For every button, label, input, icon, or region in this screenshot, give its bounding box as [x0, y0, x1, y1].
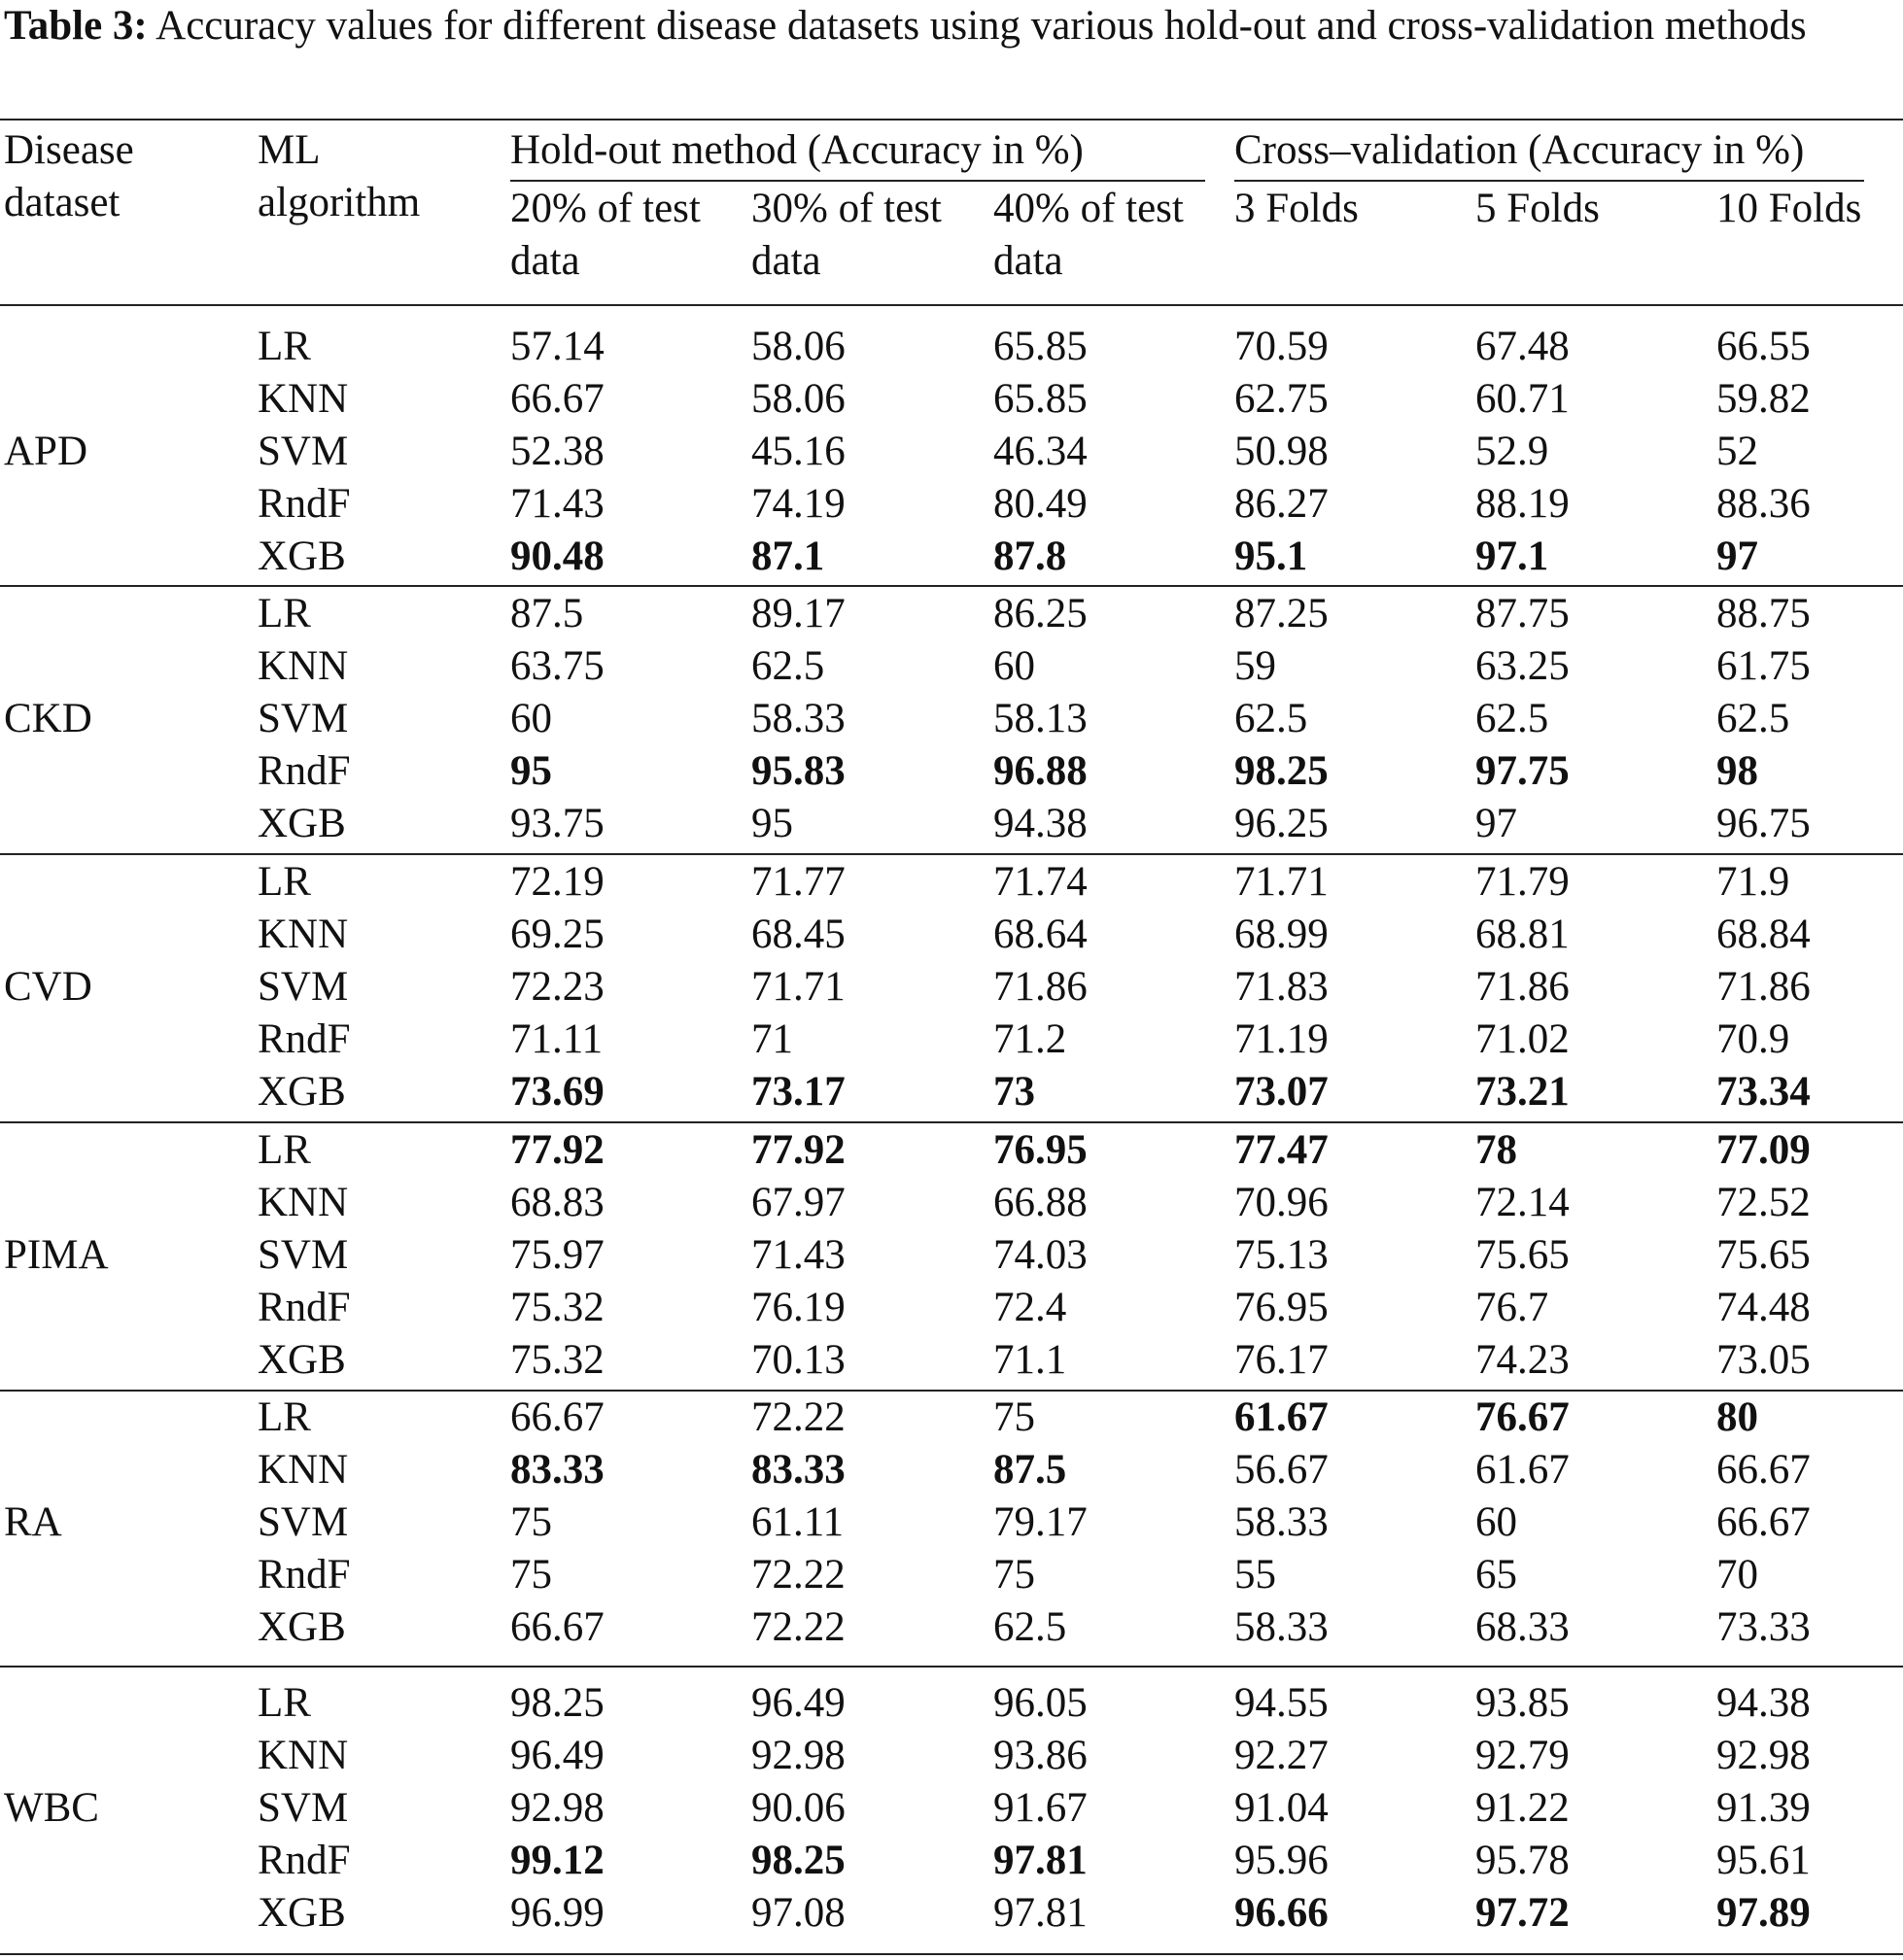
accuracy-value: 83.33 [510, 1447, 605, 1493]
accuracy-value: 87.75 [1475, 591, 1570, 636]
accuracy-value: 73.34 [1716, 1069, 1811, 1115]
accuracy-value: 50.98 [1234, 429, 1329, 474]
accuracy-value: 87.1 [751, 533, 825, 579]
accuracy-value: 75 [993, 1394, 1035, 1440]
accuracy-value: 66.67 [1716, 1447, 1811, 1493]
header-column: 5 Folds [1475, 186, 1600, 231]
accuracy-value: 70.9 [1716, 1016, 1790, 1062]
accuracy-value: 63.25 [1475, 643, 1570, 689]
accuracy-value: 99.12 [510, 1838, 605, 1883]
accuracy-value: 68.33 [1475, 1604, 1570, 1650]
algorithm-name: KNN [258, 911, 349, 957]
accuracy-value: 46.34 [993, 429, 1088, 474]
header-bottom-rule [0, 304, 1903, 306]
header-column: 3 Folds [1234, 186, 1359, 231]
accuracy-value: 74.03 [993, 1232, 1088, 1278]
accuracy-value: 71.86 [1716, 964, 1811, 1010]
algorithm-name: LR [258, 1127, 311, 1173]
accuracy-value: 66.67 [510, 1604, 605, 1650]
accuracy-value: 95.1 [1234, 533, 1308, 579]
header-column: 10 Folds [1716, 186, 1862, 231]
accuracy-value: 73.21 [1475, 1069, 1570, 1115]
accuracy-value: 60.71 [1475, 376, 1570, 422]
accuracy-value: 66.88 [993, 1180, 1088, 1225]
accuracy-value: 88.75 [1716, 591, 1811, 636]
accuracy-value: 69.25 [510, 911, 605, 957]
accuracy-value: 58.06 [751, 376, 846, 422]
accuracy-value: 94.38 [993, 801, 1088, 846]
accuracy-value: 76.95 [993, 1127, 1088, 1173]
algorithm-name: RndF [258, 1285, 351, 1330]
accuracy-value: 91.67 [993, 1785, 1088, 1831]
accuracy-value: 98.25 [1234, 748, 1329, 794]
accuracy-value: 62.5 [1234, 696, 1308, 741]
accuracy-value: 61.75 [1716, 643, 1811, 689]
accuracy-value: 67.48 [1475, 324, 1570, 369]
algorithm-name: RndF [258, 1838, 351, 1883]
accuracy-value: 88.36 [1716, 481, 1811, 527]
accuracy-value: 68.81 [1475, 911, 1570, 957]
accuracy-value: 71.2 [993, 1016, 1067, 1062]
accuracy-value: 52 [1716, 429, 1758, 474]
group-separator-rule [0, 585, 1903, 587]
accuracy-value: 71.11 [510, 1016, 604, 1062]
accuracy-value: 66.55 [1716, 324, 1811, 369]
accuracy-value: 62.5 [1475, 696, 1549, 741]
accuracy-value: 62.5 [993, 1604, 1067, 1650]
header-column: data [993, 238, 1063, 284]
accuracy-value: 91.22 [1475, 1785, 1570, 1831]
accuracy-value: 55 [1234, 1552, 1276, 1598]
accuracy-value: 66.67 [510, 1394, 605, 1440]
accuracy-value: 77.47 [1234, 1127, 1329, 1173]
accuracy-value: 68.64 [993, 911, 1088, 957]
accuracy-value: 93.86 [993, 1733, 1088, 1778]
algorithm-name: XGB [258, 1604, 346, 1650]
algorithm-name: SVM [258, 429, 349, 474]
accuracy-value: 92.98 [751, 1733, 846, 1778]
algorithm-name: SVM [258, 1499, 349, 1545]
caption-text: Accuracy values for different disease datasets using various hold-out and cross-validation methods [156, 3, 1807, 49]
accuracy-value: 94.55 [1234, 1680, 1329, 1726]
accuracy-value: 97.89 [1716, 1890, 1811, 1936]
accuracy-value: 71.83 [1234, 964, 1329, 1010]
accuracy-value: 71.43 [751, 1232, 846, 1278]
accuracy-value: 71.71 [1234, 859, 1329, 905]
algorithm-name: XGB [258, 533, 346, 579]
accuracy-value: 91.39 [1716, 1785, 1811, 1831]
accuracy-value: 73.07 [1234, 1069, 1329, 1115]
accuracy-value: 61.11 [751, 1499, 845, 1545]
accuracy-value: 58.33 [1234, 1499, 1329, 1545]
accuracy-value: 97.81 [993, 1838, 1088, 1883]
algorithm-name: KNN [258, 1447, 349, 1493]
accuracy-value: 59 [1234, 643, 1276, 689]
accuracy-value: 59.82 [1716, 376, 1811, 422]
accuracy-value: 60 [510, 696, 552, 741]
accuracy-value: 68.45 [751, 911, 846, 957]
accuracy-value: 58.33 [1234, 1604, 1329, 1650]
accuracy-value: 98 [1716, 748, 1758, 794]
accuracy-value: 77.92 [510, 1127, 605, 1173]
accuracy-value: 75 [993, 1552, 1035, 1598]
accuracy-value: 71.71 [751, 964, 846, 1010]
accuracy-value: 72.14 [1475, 1180, 1570, 1225]
accuracy-value: 96.05 [993, 1680, 1088, 1726]
accuracy-value: 71 [751, 1016, 793, 1062]
accuracy-value: 76.19 [751, 1285, 846, 1330]
group-separator-rule [0, 1121, 1903, 1123]
algorithm-name: KNN [258, 1733, 349, 1778]
algorithm-name: XGB [258, 1069, 346, 1115]
algorithm-name: SVM [258, 1785, 349, 1831]
accuracy-value: 88.19 [1475, 481, 1570, 527]
accuracy-value: 96.49 [751, 1680, 846, 1726]
accuracy-value: 93.75 [510, 801, 605, 846]
accuracy-value: 73 [993, 1069, 1035, 1115]
accuracy-value: 57.14 [510, 324, 605, 369]
accuracy-value: 80.49 [993, 481, 1088, 527]
accuracy-value: 75.65 [1475, 1232, 1570, 1278]
accuracy-value: 87.25 [1234, 591, 1329, 636]
holdout-group-underline [510, 180, 1205, 182]
accuracy-value: 96.25 [1234, 801, 1329, 846]
accuracy-value: 96.75 [1716, 801, 1811, 846]
header-column: data [751, 238, 821, 284]
accuracy-value: 76.67 [1475, 1394, 1570, 1440]
accuracy-value: 77.09 [1716, 1127, 1811, 1173]
header-ml-algorithm: ML [258, 127, 321, 173]
accuracy-value: 90.06 [751, 1785, 846, 1831]
dataset-name: RA [4, 1499, 62, 1545]
accuracy-value: 68.83 [510, 1180, 605, 1225]
accuracy-value: 92.27 [1234, 1733, 1329, 1778]
accuracy-value: 70 [1716, 1552, 1758, 1598]
group-separator-rule [0, 1666, 1903, 1668]
accuracy-value: 68.84 [1716, 911, 1811, 957]
algorithm-name: LR [258, 1394, 311, 1440]
accuracy-value: 71.86 [993, 964, 1088, 1010]
algorithm-name: XGB [258, 1890, 346, 1936]
accuracy-value: 96.88 [993, 748, 1088, 794]
accuracy-value: 97.08 [751, 1890, 846, 1936]
accuracy-value: 74.48 [1716, 1285, 1811, 1330]
algorithm-name: RndF [258, 481, 351, 527]
dataset-name: WBC [4, 1785, 99, 1831]
accuracy-value: 68.99 [1234, 911, 1329, 957]
accuracy-value: 80 [1716, 1394, 1758, 1440]
accuracy-value: 76.7 [1475, 1285, 1549, 1330]
algorithm-name: KNN [258, 643, 349, 689]
accuracy-value: 96.66 [1234, 1890, 1329, 1936]
accuracy-value: 91.04 [1234, 1785, 1329, 1831]
table-top-rule [0, 119, 1903, 120]
accuracy-value: 72.19 [510, 859, 605, 905]
accuracy-value: 89.17 [751, 591, 846, 636]
accuracy-value: 73.69 [510, 1069, 605, 1115]
algorithm-name: XGB [258, 1337, 346, 1383]
accuracy-value: 96.99 [510, 1890, 605, 1936]
algorithm-name: KNN [258, 376, 349, 422]
accuracy-value: 52.38 [510, 429, 605, 474]
accuracy-value: 87.5 [993, 1447, 1067, 1493]
accuracy-value: 95 [510, 748, 552, 794]
accuracy-value: 73.33 [1716, 1604, 1811, 1650]
algorithm-name: XGB [258, 801, 346, 846]
accuracy-value: 73.05 [1716, 1337, 1811, 1383]
table-label: Table 3: [4, 3, 148, 49]
accuracy-value: 95 [751, 801, 793, 846]
accuracy-value: 87.8 [993, 533, 1067, 579]
accuracy-value: 66.67 [1716, 1499, 1811, 1545]
accuracy-value: 87.5 [510, 591, 584, 636]
accuracy-value: 97 [1716, 533, 1758, 579]
accuracy-value: 70.13 [751, 1337, 846, 1383]
accuracy-value: 92.98 [510, 1785, 605, 1831]
header-column: 20% of test [510, 186, 701, 231]
accuracy-value: 58.33 [751, 696, 846, 741]
accuracy-value: 86.27 [1234, 481, 1329, 527]
accuracy-value: 71.9 [1716, 859, 1790, 905]
accuracy-value: 62.75 [1234, 376, 1329, 422]
header-cv-group: Cross–validation (Accuracy in %) [1234, 127, 1805, 173]
accuracy-value: 97.81 [993, 1890, 1088, 1936]
algorithm-name: LR [258, 859, 311, 905]
header-disease-dataset: dataset [4, 180, 121, 225]
accuracy-value: 97.1 [1475, 533, 1549, 579]
algorithm-name: RndF [258, 1016, 351, 1062]
accuracy-value: 63.75 [510, 643, 605, 689]
accuracy-value: 71.19 [1234, 1016, 1329, 1062]
accuracy-value: 70.96 [1234, 1180, 1329, 1225]
accuracy-value: 75.65 [1716, 1232, 1811, 1278]
algorithm-name: LR [258, 591, 311, 636]
accuracy-value: 97.75 [1475, 748, 1570, 794]
algorithm-name: KNN [258, 1180, 349, 1225]
accuracy-value: 78 [1475, 1127, 1517, 1173]
accuracy-value: 75 [510, 1499, 552, 1545]
accuracy-value: 56.67 [1234, 1447, 1329, 1493]
header-ml-algorithm: algorithm [258, 180, 421, 225]
accuracy-value: 71.86 [1475, 964, 1570, 1010]
algorithm-name: SVM [258, 1232, 349, 1278]
accuracy-value: 74.23 [1475, 1337, 1570, 1383]
accuracy-value: 75.32 [510, 1337, 605, 1383]
algorithm-name: RndF [258, 748, 351, 794]
accuracy-value: 52.9 [1475, 429, 1549, 474]
cv-group-underline [1234, 180, 1864, 182]
algorithm-name: RndF [258, 1552, 351, 1598]
accuracy-value: 71.79 [1475, 859, 1570, 905]
accuracy-value: 75.32 [510, 1285, 605, 1330]
accuracy-value: 92.79 [1475, 1733, 1570, 1778]
accuracy-value: 76.17 [1234, 1337, 1329, 1383]
header-holdout-group: Hold-out method (Accuracy in %) [510, 127, 1084, 173]
accuracy-value: 71.1 [993, 1337, 1067, 1383]
accuracy-value: 60 [993, 643, 1035, 689]
accuracy-value: 61.67 [1475, 1447, 1570, 1493]
header-column: data [510, 238, 580, 284]
accuracy-value: 95.78 [1475, 1838, 1570, 1883]
accuracy-value: 90.48 [510, 533, 605, 579]
header-disease-dataset: Disease [4, 127, 134, 173]
accuracy-value: 58.06 [751, 324, 846, 369]
accuracy-value: 75 [510, 1552, 552, 1598]
dataset-name: CVD [4, 964, 92, 1010]
accuracy-value: 95.96 [1234, 1838, 1329, 1883]
accuracy-value: 94.38 [1716, 1680, 1811, 1726]
accuracy-value: 74.19 [751, 481, 846, 527]
accuracy-value: 95.83 [751, 748, 846, 794]
accuracy-value: 72.4 [993, 1285, 1067, 1330]
algorithm-name: SVM [258, 964, 349, 1010]
accuracy-value: 76.95 [1234, 1285, 1329, 1330]
dataset-name: APD [4, 429, 88, 474]
accuracy-value: 71.43 [510, 481, 605, 527]
accuracy-value: 92.98 [1716, 1733, 1811, 1778]
accuracy-value: 72.22 [751, 1552, 846, 1598]
accuracy-value: 75.97 [510, 1232, 605, 1278]
accuracy-value: 66.67 [510, 376, 605, 422]
accuracy-value: 72.22 [751, 1394, 846, 1440]
accuracy-value: 62.5 [1716, 696, 1790, 741]
accuracy-value: 65.85 [993, 376, 1088, 422]
algorithm-name: LR [258, 324, 311, 369]
accuracy-value: 60 [1475, 1499, 1517, 1545]
accuracy-value: 95.61 [1716, 1838, 1811, 1883]
accuracy-value: 98.25 [751, 1838, 846, 1883]
table-caption [4, 0, 1899, 52]
accuracy-value: 72.23 [510, 964, 605, 1010]
accuracy-value: 65 [1475, 1552, 1517, 1598]
accuracy-value: 45.16 [751, 429, 846, 474]
group-separator-rule [0, 853, 1903, 855]
accuracy-value: 73.17 [751, 1069, 846, 1115]
accuracy-value: 67.97 [751, 1180, 846, 1225]
header-column: 30% of test [751, 186, 942, 231]
accuracy-value: 83.33 [751, 1447, 846, 1493]
accuracy-value: 98.25 [510, 1680, 605, 1726]
dataset-name: CKD [4, 696, 92, 741]
accuracy-value: 93.85 [1475, 1680, 1570, 1726]
accuracy-value: 97 [1475, 801, 1517, 846]
accuracy-value: 86.25 [993, 591, 1088, 636]
accuracy-value: 72.52 [1716, 1180, 1811, 1225]
accuracy-value: 71.74 [993, 859, 1088, 905]
accuracy-value: 65.85 [993, 324, 1088, 369]
accuracy-value: 77.92 [751, 1127, 846, 1173]
algorithm-name: LR [258, 1680, 311, 1726]
accuracy-value: 97.72 [1475, 1890, 1570, 1936]
accuracy-value: 62.5 [751, 643, 825, 689]
accuracy-value: 71.77 [751, 859, 846, 905]
accuracy-value: 61.67 [1234, 1394, 1329, 1440]
dataset-name: PIMA [4, 1232, 109, 1278]
table-bottom-rule [0, 1953, 1903, 1955]
accuracy-value: 96.49 [510, 1733, 605, 1778]
accuracy-value: 79.17 [993, 1499, 1088, 1545]
accuracy-value: 71.02 [1475, 1016, 1570, 1062]
algorithm-name: SVM [258, 696, 349, 741]
header-column: 40% of test [993, 186, 1184, 231]
accuracy-value: 75.13 [1234, 1232, 1329, 1278]
accuracy-value: 58.13 [993, 696, 1088, 741]
accuracy-value: 72.22 [751, 1604, 846, 1650]
accuracy-value: 70.59 [1234, 324, 1329, 369]
